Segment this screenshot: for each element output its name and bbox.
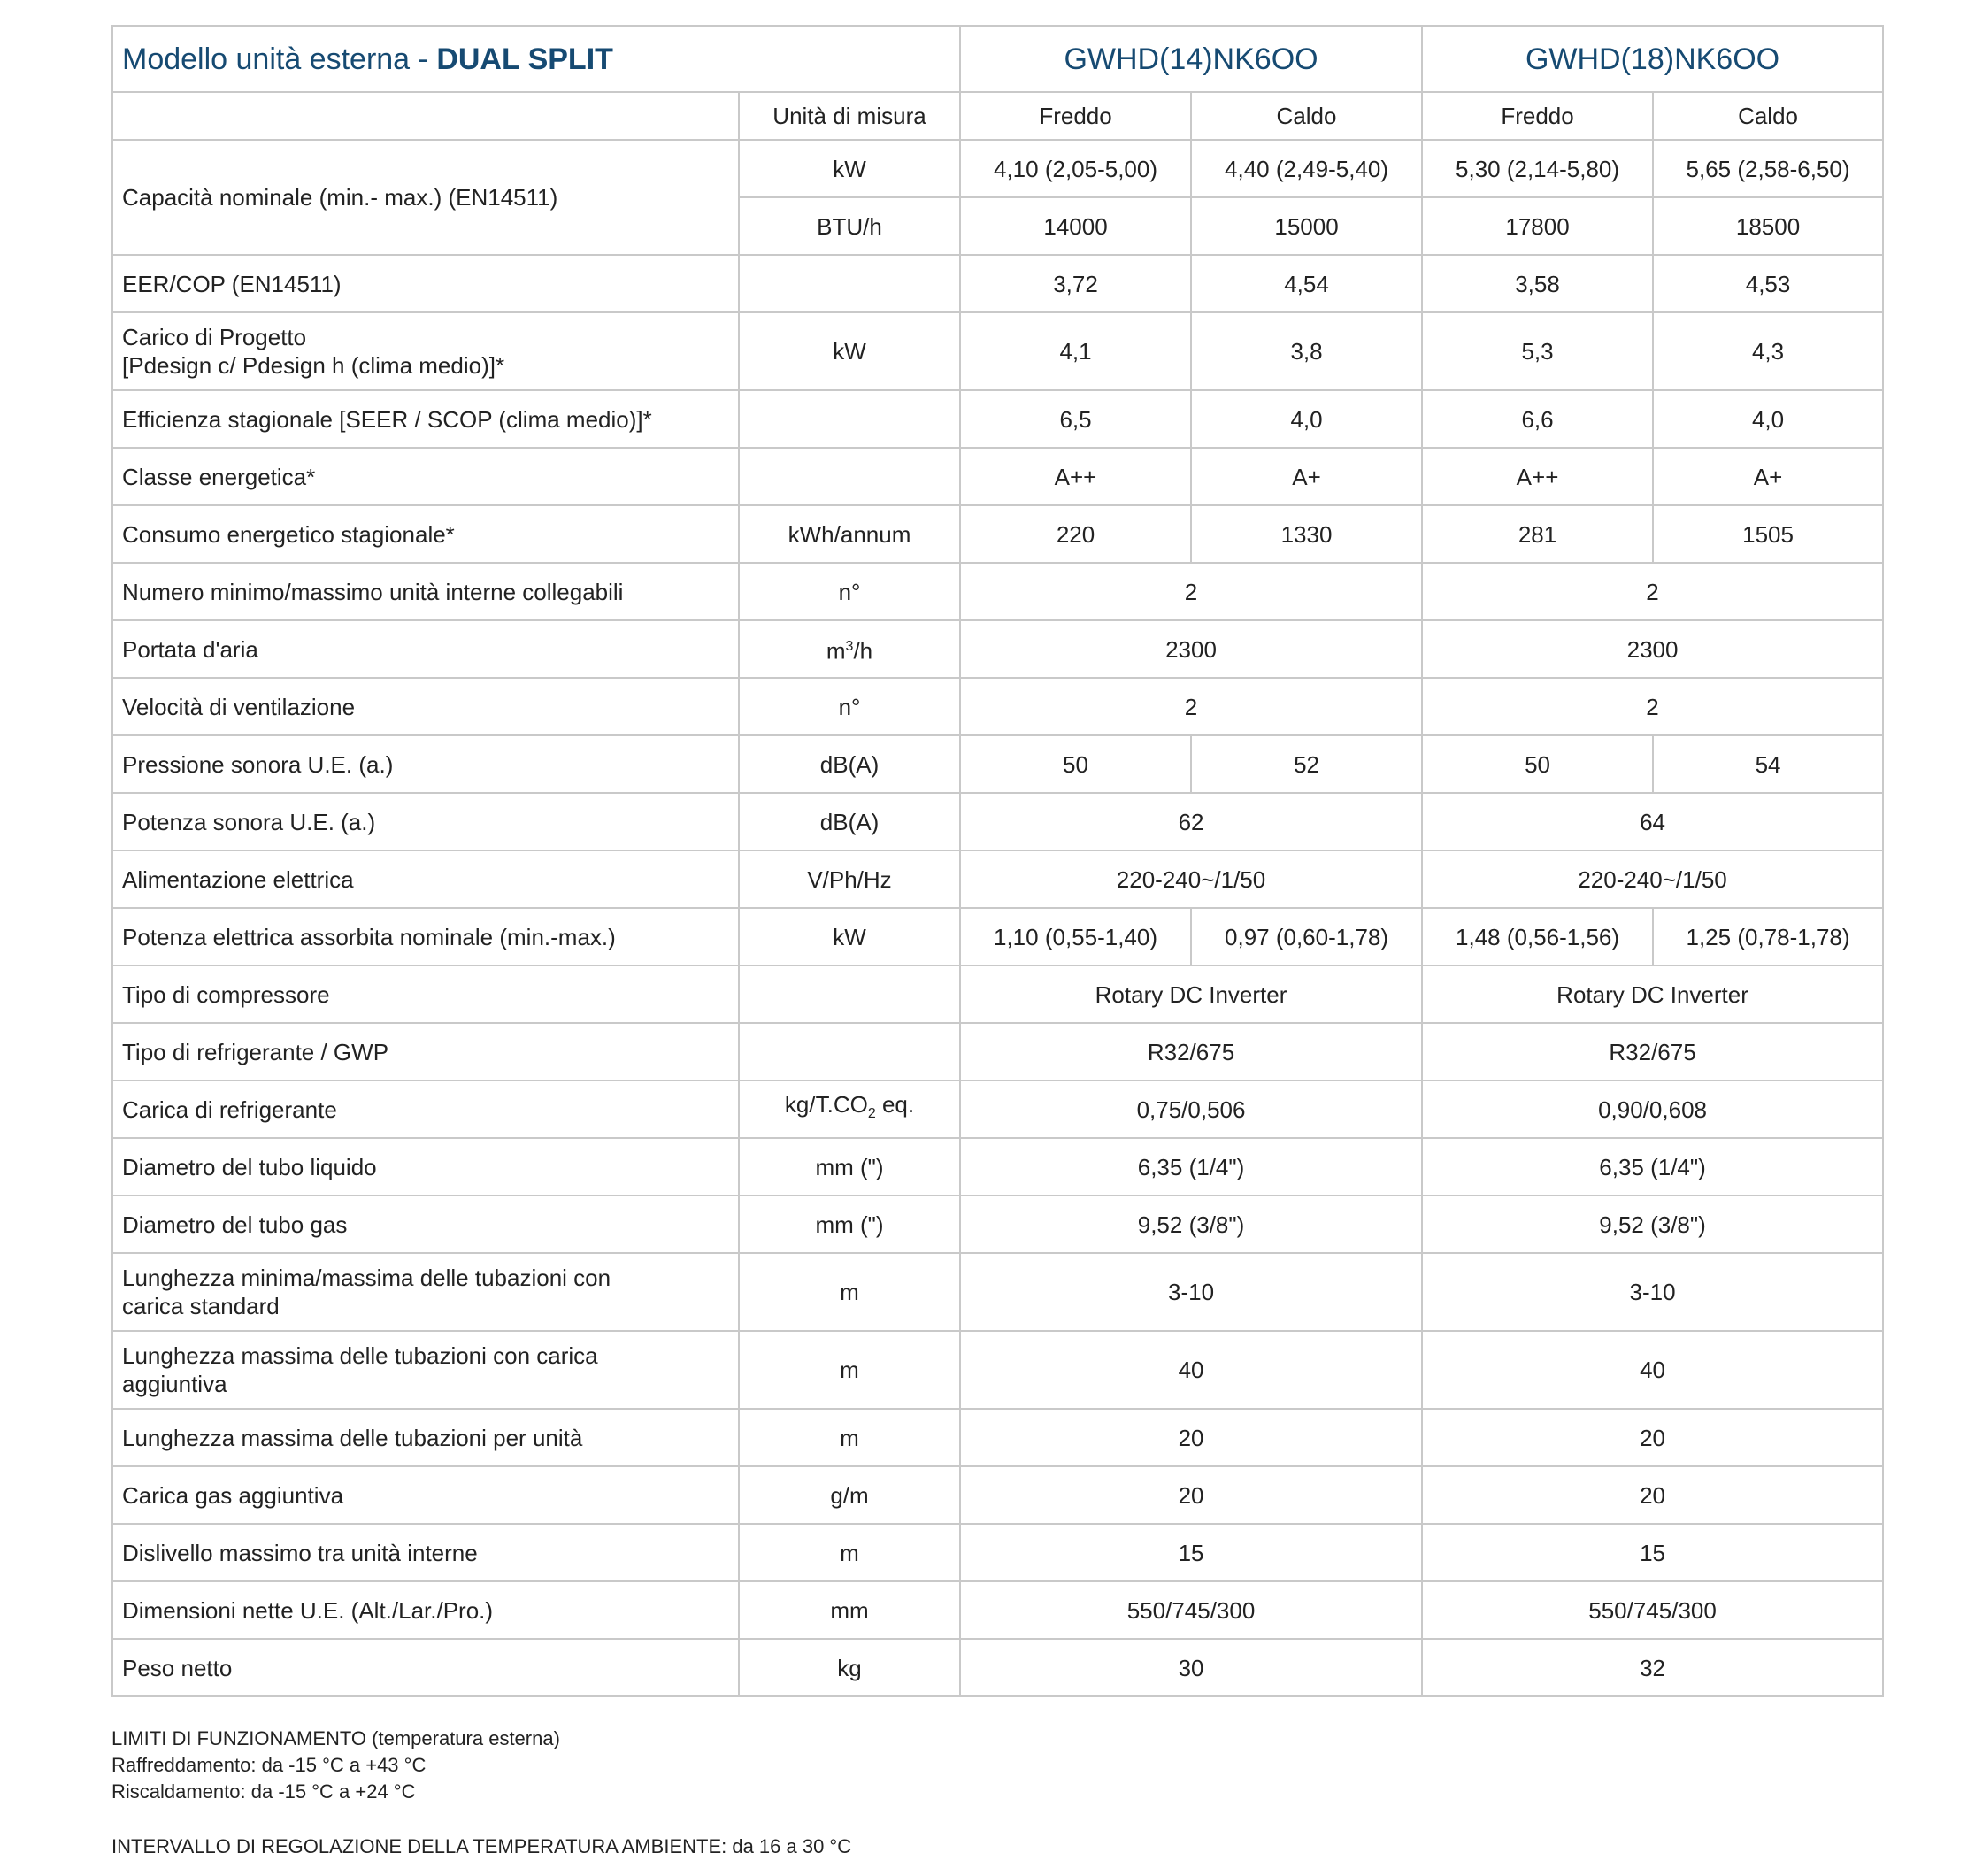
row-label: Carica di refrigerante <box>112 1080 739 1138</box>
row-label <box>112 1253 739 1331</box>
row-unit: dB(A) <box>739 735 960 793</box>
row-label: EER/COP (EN14511) <box>112 255 739 312</box>
cell-value: 62 <box>960 793 1422 850</box>
cell-value: 5,30 (2,14-5,80) <box>1422 140 1653 197</box>
model-header-1: GWHD(14)NK6OO <box>960 26 1422 92</box>
row-label: Lunghezza massima delle tubazioni per unità <box>112 1409 739 1466</box>
cell-value: 5,65 (2,58-6,50) <box>1653 140 1883 197</box>
cell-value: 1,48 (0,56-1,56) <box>1422 908 1653 965</box>
cell-value: 4,1 <box>960 312 1191 390</box>
cell-value: 1,10 (0,55-1,40) <box>960 908 1191 965</box>
row-unit: n° <box>739 563 960 620</box>
row-label: Velocità di ventilazione <box>112 678 739 735</box>
cell-value: 54 <box>1653 735 1883 793</box>
row-unit: $kg/T.CO_2$ eq. <box>739 1080 960 1138</box>
cell-value: 281 <box>1422 505 1653 563</box>
table-row <box>112 1639 1883 1696</box>
table-row <box>112 1409 1883 1466</box>
row-unit: mm (") <box>739 1138 960 1196</box>
row-unit: kW <box>739 140 960 197</box>
row-unit <box>739 448 960 505</box>
cell-value: 1505 <box>1653 505 1883 563</box>
row-label: Pressione sonora U.E. (a.) <box>112 735 739 793</box>
row-unit: g/m <box>739 1466 960 1524</box>
table-row <box>112 1080 1883 1138</box>
cell-value: 220 <box>960 505 1191 563</box>
row-label: Classe energetica* <box>112 448 739 505</box>
table-title-bold: DUAL SPLIT <box>436 42 613 76</box>
cell-value: 52 <box>1191 735 1422 793</box>
cell-value: 3,8 <box>1191 312 1422 390</box>
table-row <box>112 1331 1883 1409</box>
row-unit <box>739 255 960 312</box>
cell-value: 15000 <box>1191 197 1422 255</box>
cell-value: 4,54 <box>1191 255 1422 312</box>
cell-value: 9,52 (3/8") <box>1422 1196 1883 1253</box>
cell-value: A++ <box>1422 448 1653 505</box>
cell-value: 550/745/300 <box>1422 1581 1883 1639</box>
cell-value: 3-10 <box>1422 1253 1883 1331</box>
mode-header-cold-1: Freddo <box>960 92 1191 140</box>
cell-value: 20 <box>960 1409 1422 1466</box>
row-unit: V/Ph/Hz <box>739 850 960 908</box>
cell-value: 14000 <box>960 197 1191 255</box>
cell-value: 3-10 <box>960 1253 1422 1331</box>
cell-value: 4,3 <box>1653 312 1883 390</box>
heating-limits: Riscaldamento: da -15 °C a +24 °C <box>111 1780 416 1803</box>
row-label: Tipo di compressore <box>112 965 739 1023</box>
row-label-line: Lunghezza minima/massima delle tubazioni con <box>122 1265 611 1291</box>
cell-value: 220-240~/1/50 <box>1422 850 1883 908</box>
table-row <box>112 735 1883 793</box>
cell-value: R32/675 <box>1422 1023 1883 1080</box>
row-label-line: [Pdesign c/ Pdesign h (clima medio)]* <box>122 352 505 379</box>
table-row <box>112 390 1883 448</box>
row-unit: mm <box>739 1581 960 1639</box>
cell-value: 30 <box>960 1639 1422 1696</box>
cell-value: 17800 <box>1422 197 1653 255</box>
mode-header-heat-1: Caldo <box>1191 92 1422 140</box>
operating-limits-note <box>111 1726 560 1805</box>
mode-header-cold-2: Freddo <box>1422 92 1653 140</box>
row-label: Potenza sonora U.E. (a.) <box>112 793 739 850</box>
row-label <box>112 312 739 390</box>
row-label: Diametro del tubo liquido <box>112 1138 739 1196</box>
row-label: Consumo energetico stagionale* <box>112 505 739 563</box>
cell-value: 15 <box>1422 1524 1883 1581</box>
table-row <box>112 678 1883 735</box>
cell-value: 6,35 (1/4") <box>960 1138 1422 1196</box>
row-label-line: Carico di Progetto <box>122 324 307 350</box>
table-row <box>112 312 1883 390</box>
cell-value: 40 <box>1422 1331 1883 1409</box>
cell-value: 1330 <box>1191 505 1422 563</box>
cell-value: 2300 <box>960 620 1422 678</box>
cell-value: 5,3 <box>1422 312 1653 390</box>
row-unit: m <box>739 1409 960 1466</box>
row-label <box>112 1331 739 1409</box>
row-label: Portata d'aria <box>112 620 739 678</box>
cell-value: 2 <box>1422 678 1883 735</box>
cooling-limits: Raffreddamento: da -15 °C a +43 °C <box>111 1754 427 1776</box>
cell-value: 220-240~/1/50 <box>960 850 1422 908</box>
table-row <box>112 140 1883 197</box>
cell-value: R32/675 <box>960 1023 1422 1080</box>
cell-value: 1,25 (0,78-1,78) <box>1653 908 1883 965</box>
row-label: Capacità nominale (min.- max.) (EN14511) <box>112 140 739 255</box>
row-unit <box>739 390 960 448</box>
model-header-2: GWHD(18)NK6OO <box>1422 26 1883 92</box>
table-title: Modello unità esterna - DUAL SPLIT <box>112 26 960 92</box>
row-unit: BTU/h <box>739 197 960 255</box>
unit-header: Unità di misura <box>739 92 960 140</box>
table-row <box>112 908 1883 965</box>
cell-value: 64 <box>1422 793 1883 850</box>
table-row <box>112 448 1883 505</box>
cell-value: 0,75/0,506 <box>960 1080 1422 1138</box>
row-label: Numero minimo/massimo unità interne collegabili <box>112 563 739 620</box>
table-row <box>112 1138 1883 1196</box>
table-row <box>112 965 1883 1023</box>
cell-value: 0,90/0,608 <box>1422 1080 1883 1138</box>
table-row <box>112 620 1883 678</box>
row-unit: kg <box>739 1639 960 1696</box>
table-row <box>112 255 1883 312</box>
cell-value: 6,5 <box>960 390 1191 448</box>
row-label: Tipo di refrigerante / GWP <box>112 1023 739 1080</box>
cell-value: 2 <box>960 563 1422 620</box>
cell-value: 4,10 (2,05-5,00) <box>960 140 1191 197</box>
row-unit: m <box>739 1524 960 1581</box>
cell-value: 20 <box>1422 1466 1883 1524</box>
cell-value: A+ <box>1653 448 1883 505</box>
cell-value: 15 <box>960 1524 1422 1581</box>
cell-value: 2 <box>960 678 1422 735</box>
table-row <box>112 1023 1883 1080</box>
temperature-range-note: INTERVALLO DI REGOLAZIONE DELLA TEMPERATURA AMBIENTE: da 16 a 30 °C <box>111 1835 852 1857</box>
cell-value: 4,0 <box>1653 390 1883 448</box>
cell-value: A+ <box>1191 448 1422 505</box>
row-label: Diametro del tubo gas <box>112 1196 739 1253</box>
cell-value: 4,40 (2,49-5,40) <box>1191 140 1422 197</box>
row-unit: kW <box>739 908 960 965</box>
row-unit: dB(A) <box>739 793 960 850</box>
row-unit: $m^3/h$ <box>739 620 960 678</box>
table-row <box>112 1196 1883 1253</box>
row-label-line: carica standard <box>122 1293 280 1319</box>
cell-value: Rotary DC Inverter <box>1422 965 1883 1023</box>
cell-value: 4,0 <box>1191 390 1422 448</box>
row-label: Potenza elettrica assorbita nominale (min.-max.) <box>112 908 739 965</box>
row-label: Carica gas aggiuntiva <box>112 1466 739 1524</box>
cell-value: 550/745/300 <box>960 1581 1422 1639</box>
cell-value: 9,52 (3/8") <box>960 1196 1422 1253</box>
cell-value: 3,58 <box>1422 255 1653 312</box>
row-unit <box>739 1023 960 1080</box>
cell-value: 18500 <box>1653 197 1883 255</box>
mode-header-heat-2: Caldo <box>1653 92 1883 140</box>
row-label: Dislivello massimo tra unità interne <box>112 1524 739 1581</box>
table-row <box>112 1466 1883 1524</box>
specifications-table <box>111 25 1884 1697</box>
row-unit: mm (") <box>739 1196 960 1253</box>
cell-value: 2300 <box>1422 620 1883 678</box>
row-label: Peso netto <box>112 1639 739 1696</box>
table-row <box>112 1524 1883 1581</box>
row-unit: m <box>739 1331 960 1409</box>
table-row <box>112 505 1883 563</box>
row-unit: kWh/annum <box>739 505 960 563</box>
row-label-line: Lunghezza massima delle tubazioni con carica <box>122 1342 598 1369</box>
row-label: Efficienza stagionale [SEER / SCOP (clima medio)]* <box>112 390 739 448</box>
table-row <box>112 563 1883 620</box>
row-label: Alimentazione elettrica <box>112 850 739 908</box>
cell-value: 32 <box>1422 1639 1883 1696</box>
table-row <box>112 1253 1883 1331</box>
cell-value: 6,6 <box>1422 390 1653 448</box>
cell-value: 6,35 (1/4") <box>1422 1138 1883 1196</box>
title-row <box>112 26 1883 92</box>
row-unit: m <box>739 1253 960 1331</box>
row-label: Dimensioni nette U.E. (Alt./Lar./Pro.) <box>112 1581 739 1639</box>
cell-value: 40 <box>960 1331 1422 1409</box>
table-row <box>112 850 1883 908</box>
cell-value: 0,97 (0,60-1,78) <box>1191 908 1422 965</box>
cell-value: 50 <box>960 735 1191 793</box>
subheader-row <box>112 92 1883 140</box>
cell-value: 20 <box>1422 1409 1883 1466</box>
limits-title: LIMITI DI FUNZIONAMENTO (temperatura esterna) <box>111 1727 560 1749</box>
table-row <box>112 793 1883 850</box>
row-unit: kW <box>739 312 960 390</box>
cell-value: 50 <box>1422 735 1653 793</box>
cell-value: Rotary DC Inverter <box>960 965 1422 1023</box>
cell-value: 4,53 <box>1653 255 1883 312</box>
row-unit <box>739 965 960 1023</box>
cell-value: 3,72 <box>960 255 1191 312</box>
row-label-line: aggiuntiva <box>122 1371 227 1397</box>
empty-cell <box>112 92 739 140</box>
table-row <box>112 1581 1883 1639</box>
row-unit: n° <box>739 678 960 735</box>
cell-value: 20 <box>960 1466 1422 1524</box>
cell-value: A++ <box>960 448 1191 505</box>
cell-value: 2 <box>1422 563 1883 620</box>
